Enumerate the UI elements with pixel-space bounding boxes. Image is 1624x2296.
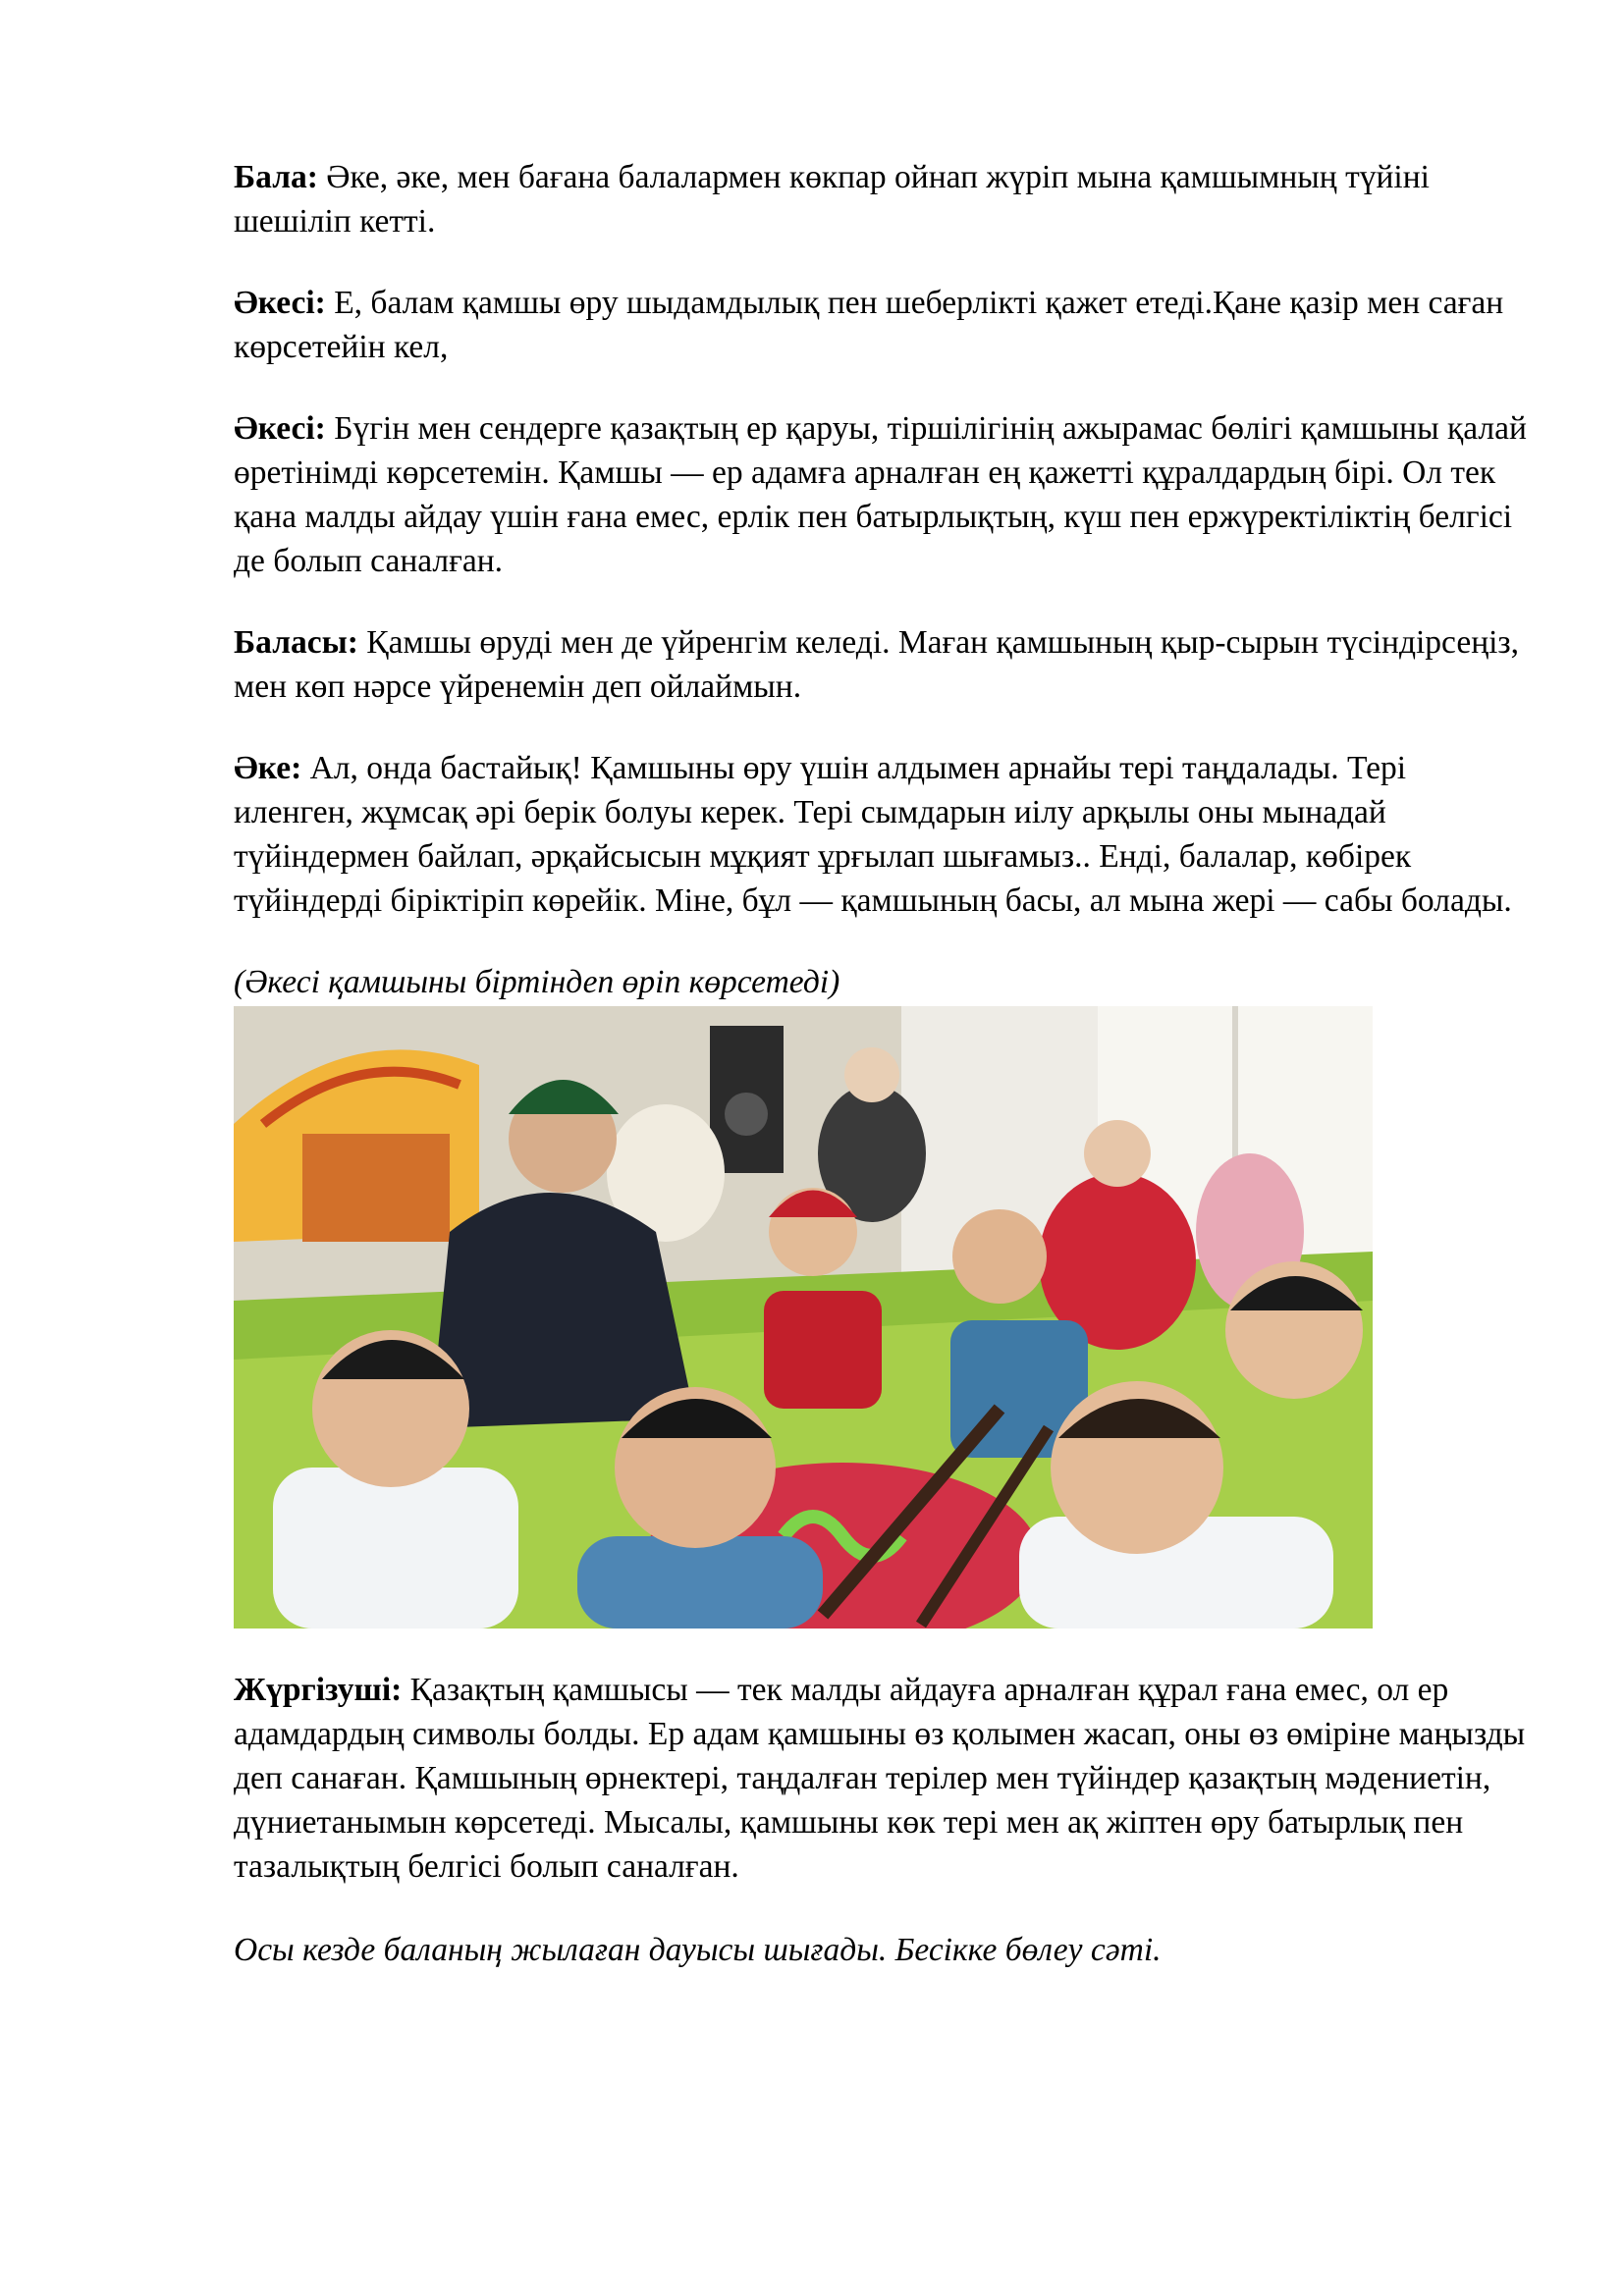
speaker-label: Әкесі:	[234, 410, 326, 447]
speaker-label: Жүргізуші:	[234, 1672, 403, 1708]
dialogue-line-5	[234, 746, 1530, 923]
document-page	[234, 155, 1530, 2009]
stage-direction: (Әкесі қамшыны біртіндеп өріп көрсетеді)	[234, 964, 840, 1000]
dialogue-line-2	[234, 281, 1530, 369]
line-text: Қазақтың қамшысы — тек малды айдауға арналған құрал ғана емес, ол ер адамдардың символы болды. Ер адам қамшыны өз қолымен жасап, оны өз өміріне маңызды деп санаған. Қамшының өрнектері, таңдалған терілер мен түйіндер қазақтың мәдениетін, дүниетанымын көрсетеді. Мысалы, қамшыны көк тері мен ақ жіптен өру батырлық пен тазалықтың белгісі болып саналған.	[234, 1672, 1526, 1885]
narrator-line	[234, 1668, 1530, 1889]
speaker-label: Бала:	[234, 159, 318, 195]
dialogue-line-3	[234, 406, 1530, 583]
dialogue-line-4	[234, 620, 1530, 709]
classroom-photo	[234, 1006, 1373, 1629]
speaker-label: Әкесі:	[234, 285, 326, 321]
dialogue-line-1	[234, 155, 1530, 243]
speaker-label: Баласы:	[234, 624, 358, 661]
line-text: Қамшы өруді мен де үйренгім келеді. Маған қамшының қыр-сырын түсіндірсеңіз, мен көп нәрсе үйренемін деп ойлаймын.	[234, 624, 1520, 705]
line-text: Е, балам қамшы өру шыдамдылық пен шеберлікті қажет етеді.Қане қазір мен саған көрсетейін кел,	[234, 285, 1504, 365]
line-text: Бүгін мен сендерге қазақтың ер қаруы, тіршілігінің ажырамас бөлігі қамшыны қалай өретінімді көрсетемін. Қамшы — ер адамға арналған ең қажетті құралдардың бірі. Ол тек қана малды айдау үшін ғана емес, ерлік пен батырлықтың, күш пен ержүректіліктің белгісі де болып саналған.	[234, 410, 1527, 579]
closing-note: Осы кезде баланың жылаған дауысы шығады. Бесікке бөлеу сәті.	[234, 1932, 1162, 1968]
line-text: Әке, әке, мен бағана балалармен көкпар ойнап жүріп мына қамшымның түйіні шешіліп кетті.	[234, 159, 1430, 240]
speaker-label: Әке:	[234, 750, 302, 786]
line-text: Ал, онда бастайық! Қамшыны өру үшін алдымен арнайы тері таңдалады. Тері иленген, жұмсақ әрі берік болуы керек. Тері сымдарын иілу арқылы оны мынадай түйіндермен байлап, әрқайсысын мұқият ұрғылап шығамыз.. Енді, балалар, көбірек түйіндерді біріктіріп көрейік. Міне, бұл — қамшының басы, ал мына жері — сабы болады.	[234, 750, 1512, 919]
